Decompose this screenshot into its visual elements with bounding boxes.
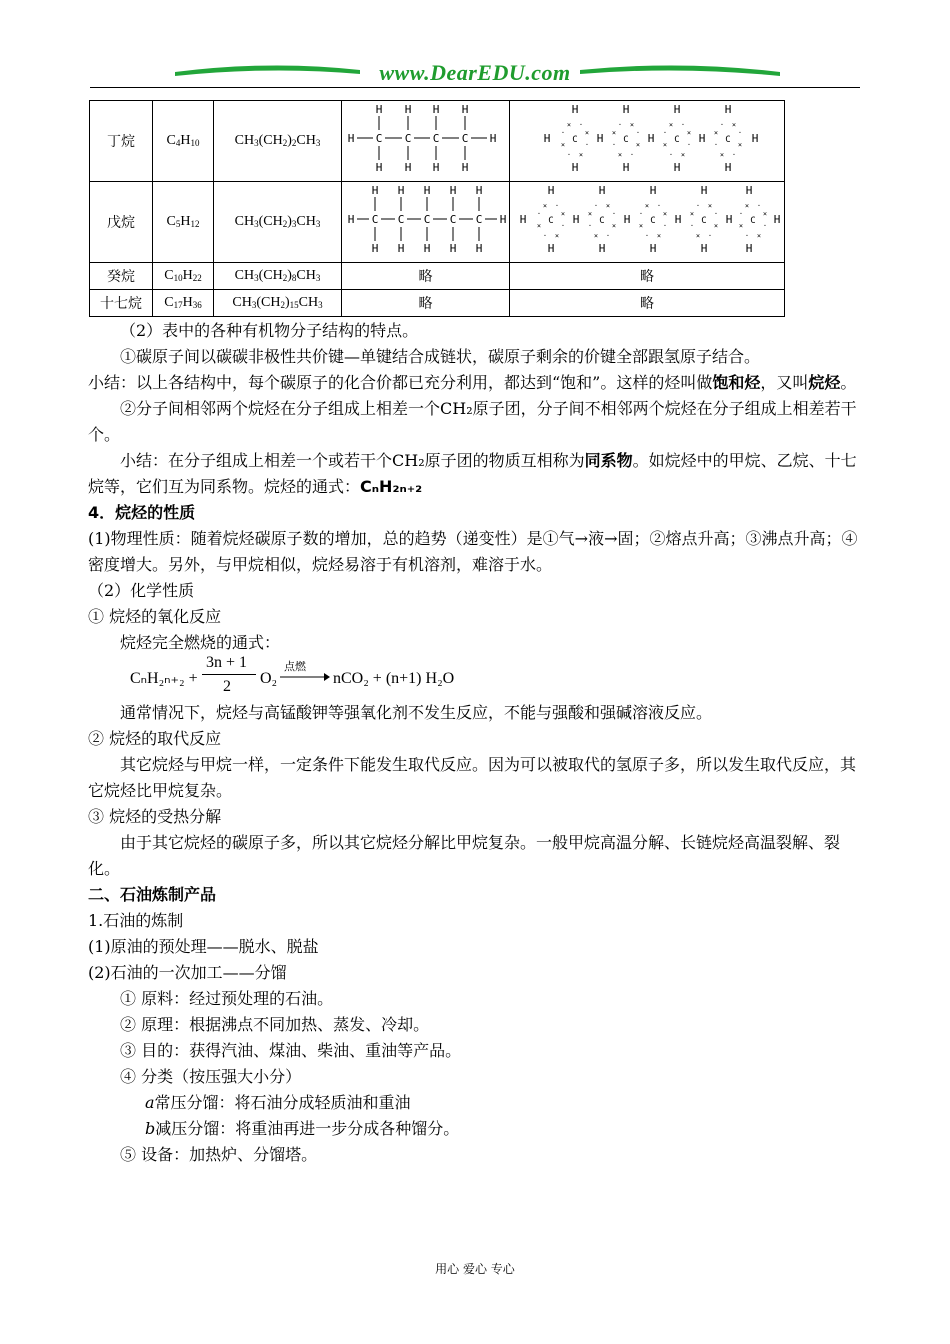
svg-text:H: H [397, 242, 405, 255]
svg-text:·: · [611, 210, 617, 218]
text: 小结：以上各结构中，每个碳原子的化合价都已充分利用，都达到“饱和”。这样的烃叫做 [88, 373, 713, 392]
svg-text:×: × [536, 222, 542, 230]
svg-text:C: C [750, 216, 756, 226]
svg-text:H: H [745, 184, 753, 197]
reaction-arrow-icon [280, 672, 330, 682]
svg-text:H: H [547, 242, 555, 255]
table-row [90, 182, 785, 263]
svg-text:H: H [773, 213, 781, 226]
svg-text:·: · [560, 129, 566, 137]
svg-text:C: C [432, 132, 440, 145]
svg-text:×: × [554, 232, 560, 240]
svg-text:C: C [375, 132, 383, 145]
svg-text:·: · [707, 232, 713, 240]
svg-text:×: × [656, 232, 662, 240]
term-saturated-hydrocarbon: 饱和烃 [712, 373, 761, 392]
svg-text:·: · [578, 121, 584, 129]
svg-text:H: H [700, 184, 708, 197]
list-item [88, 1116, 863, 1142]
svg-text:×: × [689, 210, 695, 218]
svg-text:H: H [623, 213, 631, 226]
svg-text:×: × [617, 151, 623, 159]
svg-text:H: H [461, 103, 469, 116]
svg-text:C: C [423, 213, 431, 226]
svg-text:H: H [674, 213, 682, 226]
svg-text:×: × [587, 210, 593, 218]
svg-text:H: H [461, 161, 469, 174]
svg-text:C: C [572, 135, 578, 145]
eq-condition: 点燃 [284, 661, 306, 673]
svg-text:H: H [724, 103, 732, 116]
svg-text:×: × [566, 121, 572, 129]
svg-text:H: H [404, 103, 412, 116]
svg-text:H: H [698, 132, 706, 145]
svg-text:·: · [542, 232, 548, 240]
paragraph [88, 370, 863, 396]
svg-text:×: × [629, 121, 635, 129]
svg-text:·: · [560, 222, 566, 230]
paragraph [88, 448, 863, 500]
svg-text:H: H [572, 213, 580, 226]
paragraph: 通常情况下，烷烃与高锰酸钾等强氧化剂不发生反应，不能与强酸和强碱溶液反应。 [120, 703, 713, 722]
svg-text:H: H [673, 161, 681, 174]
svg-text:·: · [762, 222, 768, 230]
svg-text:H: H [543, 132, 551, 145]
cell-simplified: $CH_3(CH_2)_3CH_3$ [214, 182, 342, 263]
svg-text:×: × [542, 202, 548, 210]
svg-text:·: · [713, 141, 719, 149]
svg-text:·: · [617, 121, 623, 129]
svg-text:·: · [662, 129, 668, 137]
svg-text:H: H [449, 184, 457, 197]
svg-text:×: × [744, 202, 750, 210]
svg-text:×: × [662, 210, 668, 218]
svg-text:H: H [475, 184, 483, 197]
svg-text:×: × [713, 222, 719, 230]
svg-text:·: · [713, 210, 719, 218]
svg-text:·: · [744, 232, 750, 240]
svg-text:×: × [686, 129, 692, 137]
paragraph: （2）化学性质 [88, 581, 195, 600]
text: 。 [840, 373, 857, 392]
paragraph: 由于其它烷烃的碳原子多，所以其它烷烃分解比甲烷复杂。一般甲烷高温分解、长链烷烃高温裂解、裂化。 [88, 833, 841, 878]
document-body [88, 318, 863, 1168]
svg-text:×: × [707, 202, 713, 210]
cell-name: 丁烷 [90, 101, 153, 182]
list-item: ① 原料：经过预处理的石油。 [120, 989, 334, 1008]
svg-text:×: × [738, 222, 744, 230]
svg-text:H: H [649, 242, 657, 255]
list-item: ⑤ 设备：加热炉、分馏塔。 [120, 1145, 318, 1164]
svg-text:×: × [737, 141, 743, 149]
svg-text:H: H [475, 242, 483, 255]
site-url: www.DearEDU.com [379, 60, 571, 85]
svg-text:·: · [738, 210, 744, 218]
svg-text:H: H [745, 242, 753, 255]
svg-text:H: H [724, 161, 732, 174]
svg-text:H: H [647, 132, 655, 145]
svg-text:×: × [680, 151, 686, 159]
svg-text:C: C [548, 216, 554, 226]
svg-text:C: C [475, 213, 483, 226]
svg-text:×: × [611, 222, 617, 230]
page-footer: 用心 爱心 专心 [435, 1262, 515, 1276]
svg-text:H: H [700, 242, 708, 255]
eq-left: CₙH₂ₙ₊₂ + [130, 670, 198, 687]
table-row [90, 263, 785, 290]
svg-text:H: H [571, 103, 579, 116]
cell-formula: $C_5H_{12}$ [153, 182, 214, 263]
svg-text:×: × [719, 151, 725, 159]
alkane-general-formula: CₙH₂ₙ₊₂ [360, 477, 423, 496]
text: 小结：在分子组成上相差一个或若干个CH₂原子团的物质互相称为 [120, 451, 585, 470]
svg-text:·: · [756, 202, 762, 210]
svg-text:×: × [560, 141, 566, 149]
list-item: ③ 目的：获得汽油、煤油、柴油、重油等产品。 [120, 1041, 462, 1060]
paragraph: 1.石油的炼制 [88, 911, 184, 930]
svg-text:C: C [449, 213, 457, 226]
svg-text:·: · [662, 222, 668, 230]
svg-text:C: C [397, 213, 405, 226]
svg-text:C: C [404, 132, 412, 145]
svg-text:×: × [593, 232, 599, 240]
svg-text:H: H [649, 184, 657, 197]
cell-simplified: $CH_3(CH_2)_2CH_3$ [214, 101, 342, 182]
svg-text:H: H [404, 161, 412, 174]
svg-text:·: · [668, 151, 674, 159]
svg-text:·: · [680, 121, 686, 129]
svg-text:H: H [547, 184, 555, 197]
cell-name: 癸烷 [90, 263, 153, 290]
list-item: ② 原理：根据沸点不同加热、蒸发、冷却。 [120, 1015, 430, 1034]
cell-simplified: $CH_3(CH_2)_{15}CH_3$ [214, 290, 342, 317]
paragraph: (2)石油的一次加工——分馏 [88, 963, 287, 982]
svg-text:H: H [622, 103, 630, 116]
eq-numerator: 3n + 1 [206, 654, 248, 671]
section-heading: 二、石油炼制产品 [88, 885, 217, 904]
alkane-table [89, 100, 785, 317]
eq-denominator: 2 [223, 678, 231, 695]
svg-text:·: · [686, 141, 692, 149]
svg-text:C: C [371, 213, 379, 226]
paragraph: ② 烷烃的取代反应 [88, 729, 222, 748]
svg-text:H: H [673, 103, 681, 116]
svg-text:×: × [584, 129, 590, 137]
svg-text:×: × [560, 210, 566, 218]
text: 减压分馏：将重油再进一步分成各种馏分。 [155, 1119, 460, 1138]
svg-text:C: C [650, 216, 656, 226]
svg-text:·: · [587, 222, 593, 230]
item-letter: b [145, 1119, 156, 1138]
paragraph: ②分子间相邻两个烷烃在分子组成上相差一个CH₂原子团，分子间不相邻两个烷烃在分子组成上相差若干个。 [88, 399, 857, 444]
cell-formula: $C_4H_{10}$ [153, 101, 214, 182]
svg-text:C: C [674, 135, 680, 145]
svg-text:×: × [695, 232, 701, 240]
svg-text:·: · [566, 151, 572, 159]
term-homolog: 同系物 [584, 451, 633, 470]
header-rule [90, 87, 860, 88]
cell-electron: 略 [510, 263, 785, 290]
svg-text:H: H [449, 242, 457, 255]
svg-text:×: × [578, 151, 584, 159]
svg-text:×: × [662, 141, 668, 149]
svg-text:·: · [737, 129, 743, 137]
svg-text:H: H [598, 242, 606, 255]
svg-text:×: × [713, 129, 719, 137]
cell-structure: 略 [342, 290, 510, 317]
svg-text:×: × [635, 141, 641, 149]
paragraph: ③ 烷烃的受热分解 [88, 807, 222, 826]
svg-text:·: · [593, 202, 599, 210]
cell-electron: 略 [510, 290, 785, 317]
svg-text:H: H [347, 213, 355, 226]
cell-simplified: $CH_3(CH_2)_8CH_3$ [214, 263, 342, 290]
eq-oxygen: O₂ [260, 670, 278, 687]
list-item: ④ 分类（按压强大小分） [120, 1067, 302, 1086]
svg-text:·: · [605, 232, 611, 240]
eq-right: nCO₂ + (n+1) H₂O [333, 670, 455, 687]
svg-text:·: · [719, 121, 725, 129]
svg-text:H: H [432, 161, 440, 174]
pentane-electron-formula [510, 182, 785, 263]
svg-text:×: × [756, 232, 762, 240]
svg-text:H: H [751, 132, 759, 145]
paragraph: (1)原油的预处理——脱水、脱盐 [88, 937, 319, 956]
svg-text:H: H [571, 161, 579, 174]
svg-text:·: · [695, 202, 701, 210]
svg-text:·: · [731, 151, 737, 159]
svg-text:·: · [554, 202, 560, 210]
paragraph: ① 烷烃的氧化反应 [88, 607, 222, 626]
svg-text:·: · [656, 202, 662, 210]
term-alkane: 烷烃 [808, 373, 841, 392]
paragraph: 烷烃完全燃烧的通式： [120, 633, 281, 652]
cell-name: 戊烷 [90, 182, 153, 263]
cell-name: 十七烷 [90, 290, 153, 317]
svg-text:H: H [347, 132, 355, 145]
svg-text:H: H [432, 103, 440, 116]
text: ，又叫 [760, 373, 809, 392]
svg-text:H: H [375, 103, 383, 116]
svg-text:H: H [371, 242, 379, 255]
pentane-structural-formula [342, 182, 510, 263]
svg-text:·: · [635, 129, 641, 137]
table-row [90, 101, 785, 182]
cell-formula: $C_{17}H_{36}$ [153, 290, 214, 317]
svg-text:×: × [605, 202, 611, 210]
list-item [88, 1090, 863, 1116]
paragraph: ①碳原子间以碳碳非极性共价键—单键结合成链状，碳原子剩余的价键全部跟氢原子结合。 [120, 347, 761, 366]
svg-text:×: × [644, 202, 650, 210]
svg-text:H: H [622, 161, 630, 174]
svg-text:C: C [725, 135, 731, 145]
svg-text:H: H [423, 242, 431, 255]
paragraph: 其它烷烃与甲烷一样，一定条件下能发生取代反应。因为可以被取代的氢原子多，所以发生取代反应，其它烷烃比甲烷复杂。 [88, 755, 857, 800]
svg-text:H: H [519, 213, 527, 226]
svg-text:H: H [499, 213, 507, 226]
svg-text:C: C [623, 135, 629, 145]
svg-text:C: C [701, 216, 707, 226]
svg-text:×: × [611, 129, 617, 137]
cell-formula: $C_{10}H_{22}$ [153, 263, 214, 290]
combustion-equation [88, 656, 863, 700]
svg-text:·: · [689, 222, 695, 230]
svg-text:H: H [489, 132, 497, 145]
text: 常压分馏：将石油分成轻质油和重油 [154, 1093, 411, 1112]
svg-text:H: H [596, 132, 604, 145]
svg-text:C: C [461, 132, 469, 145]
svg-text:·: · [611, 141, 617, 149]
svg-text:H: H [725, 213, 733, 226]
svg-text:·: · [629, 151, 635, 159]
table-row [90, 290, 785, 317]
item-letter: a [145, 1093, 155, 1112]
svg-text:H: H [375, 161, 383, 174]
svg-text:×: × [638, 222, 644, 230]
svg-text:H: H [397, 184, 405, 197]
svg-text:×: × [731, 121, 737, 129]
svg-text:·: · [638, 210, 644, 218]
text: 。如烷烃中的甲烷、乙烷、十七烷等，它们互为同系物。烷烃的通式： [88, 451, 857, 496]
svg-text:H: H [598, 184, 606, 197]
svg-text:·: · [644, 232, 650, 240]
svg-text:H: H [423, 184, 431, 197]
page-header [90, 58, 860, 90]
paragraph: (1)物理性质：随着烷烃碳原子数的增加，总的趋势（递变性）是①气→液→固；②熔点升高；③沸点升高；④密度增大。另外，与甲烷相似，烷烃易溶于有机溶剂，难溶于水。 [88, 529, 858, 574]
svg-text:·: · [536, 210, 542, 218]
cell-structure: 略 [342, 263, 510, 290]
butane-electron-formula [510, 101, 785, 182]
svg-text:C: C [599, 216, 605, 226]
svg-text:×: × [762, 210, 768, 218]
svg-text:·: · [584, 141, 590, 149]
paragraph: （2）表中的各种有机物分子结构的特点。 [120, 321, 419, 340]
svg-text:×: × [668, 121, 674, 129]
section-heading: 4．烷烃的性质 [88, 503, 196, 522]
butane-structural-formula [342, 101, 510, 182]
svg-text:H: H [371, 184, 379, 197]
